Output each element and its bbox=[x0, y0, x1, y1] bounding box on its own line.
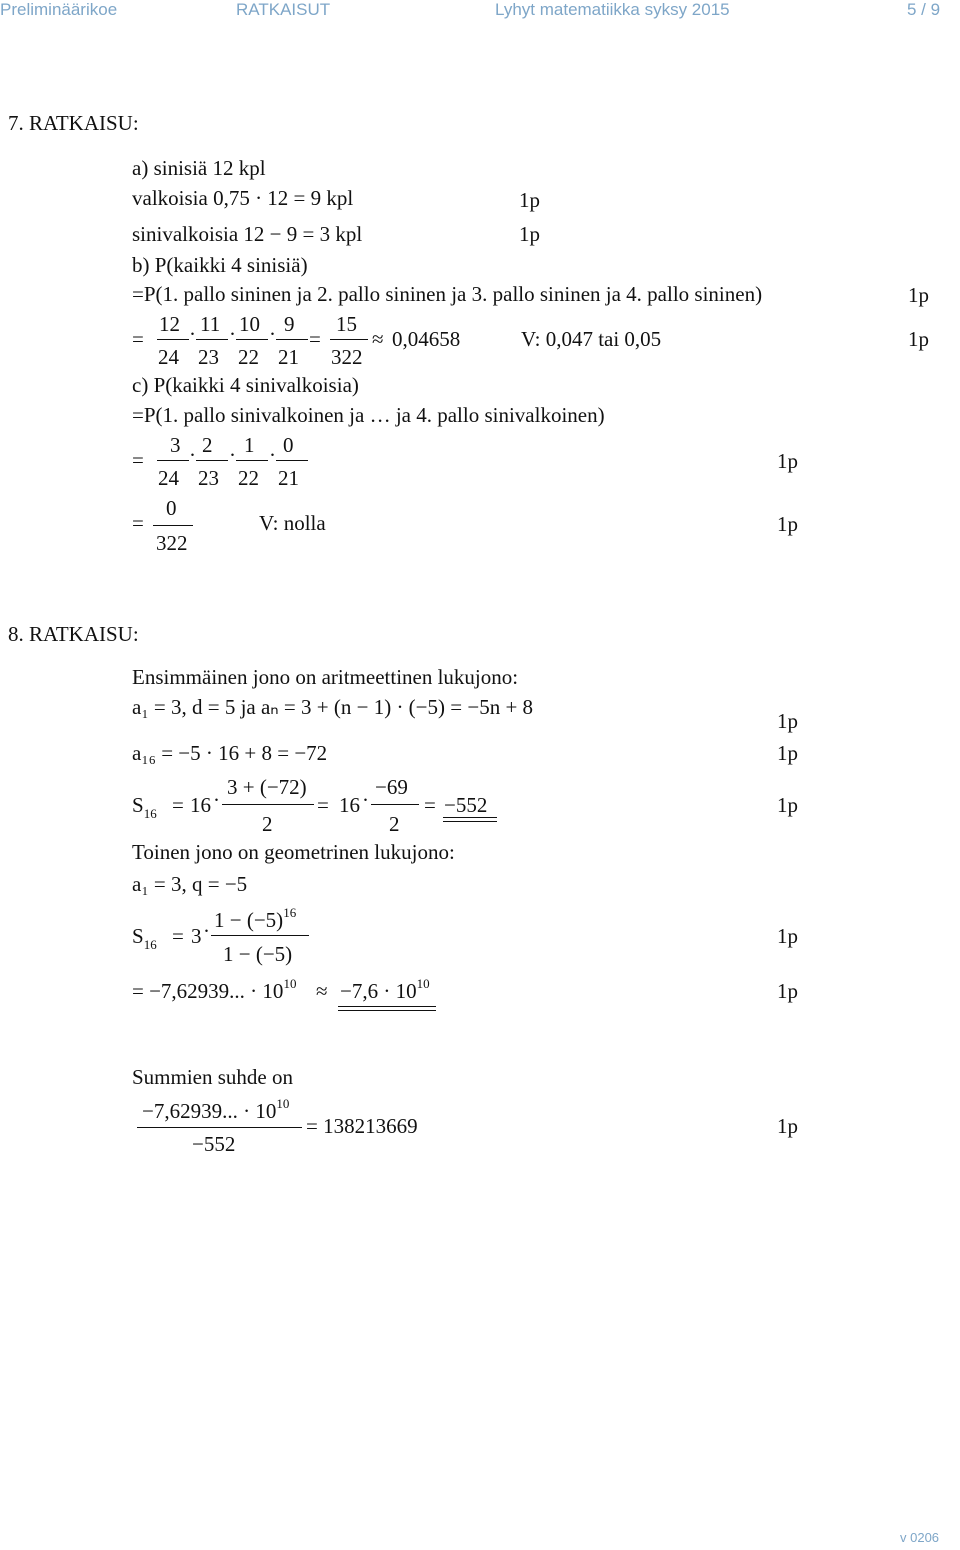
task7-points-4: 1p bbox=[908, 327, 929, 351]
fraction-bar bbox=[276, 339, 308, 340]
equals-sign: = bbox=[172, 924, 184, 948]
task7-c-line1: c) P(kaikki 4 sinivalkoisia) bbox=[132, 373, 359, 397]
coefficient: 16 bbox=[339, 793, 360, 817]
equals-sign: = bbox=[132, 327, 144, 351]
coefficient: 16 bbox=[190, 793, 211, 817]
footer-version: v 0206 bbox=[900, 1530, 940, 1545]
fraction-bar bbox=[222, 804, 314, 805]
multiply-dot: · bbox=[229, 322, 236, 346]
task8-geo-rounded: $-7,6 \cdot 10^{10}$ bbox=[340, 976, 430, 1003]
task8-points-2: 1p bbox=[777, 741, 798, 765]
fraction-bar bbox=[157, 460, 189, 461]
fraction-denominator: 22 bbox=[238, 466, 259, 490]
fraction-denominator: 2 bbox=[262, 812, 273, 836]
task7-a-line3: sinivalkoisia 12 − 9 = 3 kpl bbox=[132, 222, 363, 246]
equals-sign: = bbox=[424, 793, 436, 817]
multiply-dot: · bbox=[189, 443, 196, 467]
fraction-numerator: 12 bbox=[159, 312, 180, 336]
equals-sign: = bbox=[132, 511, 144, 535]
fraction-numerator: 9 bbox=[284, 312, 295, 336]
task8-ratio-title: Summien suhde on bbox=[132, 1065, 293, 1089]
task7-c-answer: V: nolla bbox=[259, 511, 326, 535]
fraction-bar bbox=[137, 1127, 302, 1128]
fraction-numerator: 15 bbox=[336, 312, 357, 336]
task8-points-1: 1p bbox=[777, 709, 798, 733]
equals-sign: = bbox=[309, 327, 321, 351]
fraction-numerator: 10 bbox=[239, 312, 260, 336]
approx-sign: ≈ bbox=[316, 979, 328, 1003]
fraction-bar bbox=[211, 935, 309, 936]
task8-points-6: 1p bbox=[777, 1114, 798, 1138]
page-number: 5 / 9 bbox=[907, 0, 941, 19]
header-subtitle: RATKAISUT bbox=[236, 0, 331, 19]
multiply-dot: · bbox=[269, 322, 276, 346]
fraction-denominator: 1 − (−5) bbox=[223, 942, 293, 966]
multiply-dot: · bbox=[269, 443, 276, 467]
task7-b-result: 0,04658 bbox=[392, 327, 461, 351]
answer-underline bbox=[443, 817, 497, 822]
fraction-bar bbox=[196, 460, 228, 461]
fraction-numerator: 1 bbox=[244, 433, 255, 457]
fraction-denominator: 22 bbox=[238, 345, 259, 369]
fraction-numerator: 0 bbox=[166, 496, 177, 520]
task7-points-2: 1p bbox=[519, 222, 540, 246]
fraction-denominator: 21 bbox=[278, 466, 299, 490]
multiply-dot: · bbox=[213, 788, 220, 812]
fraction-denominator: 322 bbox=[156, 531, 188, 555]
header-title: Preliminäärikoe bbox=[0, 0, 118, 19]
header-course: Lyhyt matematiikka syksy 2015 bbox=[495, 0, 730, 19]
task8-geo-line: a₁ = 3, q = −5 bbox=[132, 872, 248, 896]
fraction-numerator: −7,62939... · $10^{10}$ bbox=[142, 1096, 290, 1123]
fraction-denominator: 2 bbox=[389, 812, 400, 836]
task8-intro1: Ensimmäinen jono on aritmeettinen lukujono: bbox=[132, 665, 519, 689]
task8-heading: 8. RATKAISU: bbox=[8, 622, 139, 646]
task8-intro2: Toinen jono on geometrinen lukujono: bbox=[132, 840, 455, 864]
fraction-denominator: 24 bbox=[158, 466, 179, 490]
task7-b-answer: V: 0,047 tai 0,05 bbox=[521, 327, 662, 351]
task8-points-4: 1p bbox=[777, 924, 798, 948]
approx-sign: ≈ bbox=[372, 327, 384, 351]
task8-geo-result: = −7,62939... · $10^{10}$ bbox=[132, 976, 297, 1003]
multiply-dot: · bbox=[229, 443, 236, 467]
fraction-numerator: 3 bbox=[170, 433, 181, 457]
fraction-denominator: 24 bbox=[158, 345, 179, 369]
task8-s16-result: −552 bbox=[444, 793, 488, 817]
fraction-bar bbox=[276, 460, 308, 461]
task7-points-6: 1p bbox=[777, 512, 798, 536]
task8-points-3: 1p bbox=[777, 793, 798, 817]
sum-symbol: $S_{16}$ bbox=[132, 793, 157, 821]
fraction-bar bbox=[371, 804, 419, 805]
multiply-dot: · bbox=[203, 919, 210, 943]
task8-a16-line: a₁₆ = −5 · 16 + 8 = −72 bbox=[132, 741, 328, 765]
equals-sign: = bbox=[172, 793, 184, 817]
sum-symbol: $S_{16}$ bbox=[132, 924, 157, 952]
fraction-numerator: 0 bbox=[283, 433, 294, 457]
equals-sign: = bbox=[317, 793, 329, 817]
fraction-numerator: 3 + (−72) bbox=[227, 775, 307, 799]
task7-points-1: 1p bbox=[519, 188, 540, 212]
fraction-bar bbox=[153, 525, 193, 526]
equals-sign: = bbox=[132, 448, 144, 472]
task7-c-line2: =P(1. pallo sinivalkoinen ja … ja 4. pallo sinivalkoinen) bbox=[132, 403, 605, 427]
fraction-numerator: $1 - (-5)^{16}$ bbox=[214, 905, 297, 932]
fraction-bar bbox=[330, 339, 368, 340]
fraction-bar bbox=[196, 339, 228, 340]
fraction-denominator: 23 bbox=[198, 345, 219, 369]
task7-points-3: 1p bbox=[908, 283, 929, 307]
fraction-bar bbox=[236, 339, 268, 340]
task8-ratio-result: = 138213669 bbox=[306, 1114, 418, 1138]
multiply-dot: · bbox=[362, 788, 369, 812]
task7-a-line1: a) sinisiä 12 kpl bbox=[132, 156, 266, 180]
task8-points-5: 1p bbox=[777, 979, 798, 1003]
fraction-numerator: 2 bbox=[202, 433, 213, 457]
coefficient: 3 bbox=[191, 924, 202, 948]
fraction-numerator: −69 bbox=[375, 775, 408, 799]
answer-underline bbox=[338, 1006, 436, 1011]
fraction-bar bbox=[157, 339, 189, 340]
task7-points-5: 1p bbox=[777, 449, 798, 473]
fraction-denominator: 322 bbox=[331, 345, 363, 369]
fraction-denominator: 23 bbox=[198, 466, 219, 490]
task8-a1-line: a₁ = 3, d = 5 ja aₙ = 3 + (n − 1) · (−5) = −5n + 8 bbox=[132, 695, 534, 719]
task7-a-line2: valkoisia 0,75 · 12 = 9 kpl bbox=[132, 186, 354, 210]
multiply-dot: · bbox=[189, 322, 196, 346]
task7-b-line1: b) P(kaikki 4 sinisiä) bbox=[132, 253, 308, 277]
fraction-numerator: 11 bbox=[200, 312, 221, 336]
task7-b-line2: =P(1. pallo sininen ja 2. pallo sininen ja 3. pallo sininen ja 4. pallo sininen) bbox=[132, 282, 763, 306]
fraction-denominator: −552 bbox=[192, 1132, 236, 1156]
task7-heading: 7. RATKAISU: bbox=[8, 111, 139, 135]
fraction-denominator: 21 bbox=[278, 345, 299, 369]
fraction-bar bbox=[236, 460, 268, 461]
